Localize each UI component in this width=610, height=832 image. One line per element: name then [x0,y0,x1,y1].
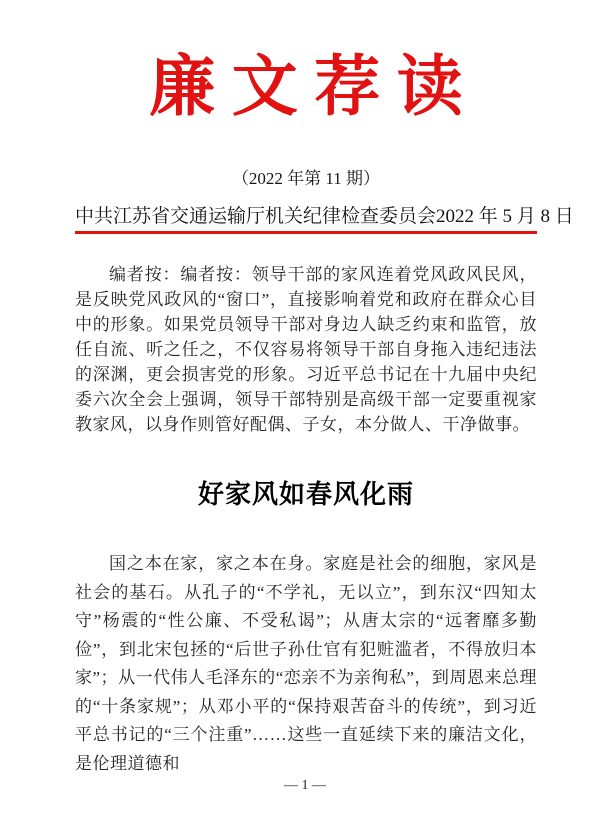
issue-date: 2022 年 5 月 8 日 [436,205,574,227]
masthead-title: 廉 文 荐 读 [149,51,463,124]
publisher-date-row [75,201,574,228]
article-title: 好家风如春风化雨 [197,479,414,509]
page-number: — 1 — [284,778,326,793]
article-body-paragraph: 国之本在家，家之本在身。家庭是社会的细胞，家风是社会的基石。从孔子的“不学礼，无以立”，到东汉“四知太守”杨震的“性公廉、不受私谒”；从唐太宗的“远奢靡多勤俭”，到北宋包拯的“后世子孙仕官有犯赃滥者，不得放归本家”；从一代伟人毛泽东的“恋亲不为亲徇私”，到周恩来总理的“十条家规”；从邓小平的“保持艰苦奋斗的传统”，到习近平总书记的“三个注重”……这些一直延续下来的廉洁文化，是伦理道德和 [75,554,537,773]
issue-number: （2022 年第 11 期） [231,168,381,188]
publisher-name: 中共江苏省交通运输厅机关纪律检查委员会 [75,205,437,227]
editor-note-paragraph: 编者按：编者按：领导干部的家风连着党风政风民风，是反映党风政风的“窗口”，直接影响着党和政府在群众心目中的形象。如果党员领导干部对身边人缺乏约束和监管，放任自流、听之任之，不仅容易将领导干部自身拖入违纪违法的深渊，更会损害党的形象。习近平总书记在十九届中央纪委六次全会上强调，领导干部特别是高级干部一定要重视家教家风，以身作则管好配偶、子女，本分做人、干净做事。 [75,264,537,434]
red-divider-rule [75,231,537,234]
